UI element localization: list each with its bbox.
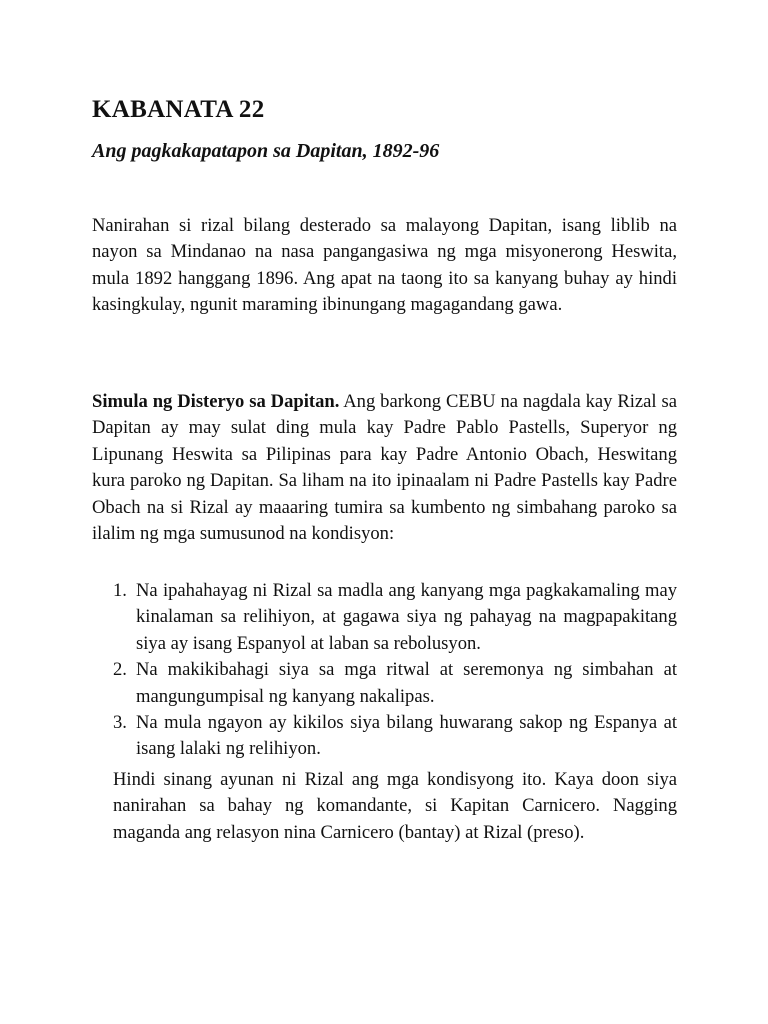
intro-paragraph: Nanirahan si rizal bilang desterado sa malayong Dapitan, isang liblib na nayon sa Mindanao na nasa pangangasiwa ng mga misyonerong Heswita, mula 1892 hanggang 1896. Ang apat na taong ito sa kanyang buhay ay hindi kasingkulay, ngunit maraming ibinungang magagandang gawa. — [92, 215, 677, 316]
conditions-list — [113, 578, 677, 763]
list-item-number: 2. — [113, 659, 127, 681]
section-paragraph — [92, 389, 677, 547]
chapter-title: KABANATA 22 — [92, 96, 265, 123]
list-item-text: Na mula ngayon ay kikilos siya bilang huwarang sakop ng Espanya at isang lalaki ng relihiyon. — [136, 712, 677, 760]
chapter-subtitle: Ang pagkakapatapon sa Dapitan, 1892-96 — [92, 140, 440, 162]
list-item — [113, 578, 677, 657]
list-item — [113, 657, 677, 710]
list-item — [113, 710, 677, 763]
section-body: Ang barkong CEBU na nagdala kay Rizal sa Dapitan ay may sulat ding mula kay Padre Pablo Pastells, Superyor ng Lipunang Heswita sa Pilipinas para kay Padre Antonio Obach, Heswitang kura paroko ng Dapitan. Sa liham na ito ipinaalam ni Padre Pastells kay Padre Obach na si Rizal ay maaaring tumira sa kumbento ng simbahang paroko sa ilalim ng mga sumusunod na kondisyon: — [92, 391, 677, 545]
closing-paragraph: Hindi sinang ayunan ni Rizal ang mga kondisyong ito. Kaya doon siya nanirahan sa bahay ng komandante, si Kapitan Carnicero. Nagging maganda ang relasyon nina Carnicero (bantay) at Rizal (preso). — [113, 769, 677, 843]
list-item-text: Na makikibahagi siya sa mga ritwal at seremonya ng simbahan at mangungumpisal ng kanyang nakalipas. — [136, 659, 677, 707]
list-item-number: 1. — [113, 580, 127, 601]
list-item-text: Na ipahahayag ni Rizal sa madla ang kanyang mga pagkakamaling may kinalaman sa relihiyon, at gagawa siya ng pahayag na magpapakitang siya ay isang Espanyol at laban sa rebolusyon. — [136, 580, 677, 654]
list-item-number: 3. — [113, 712, 127, 734]
section-heading: Simula ng Disteryo sa Dapitan. — [92, 391, 340, 412]
